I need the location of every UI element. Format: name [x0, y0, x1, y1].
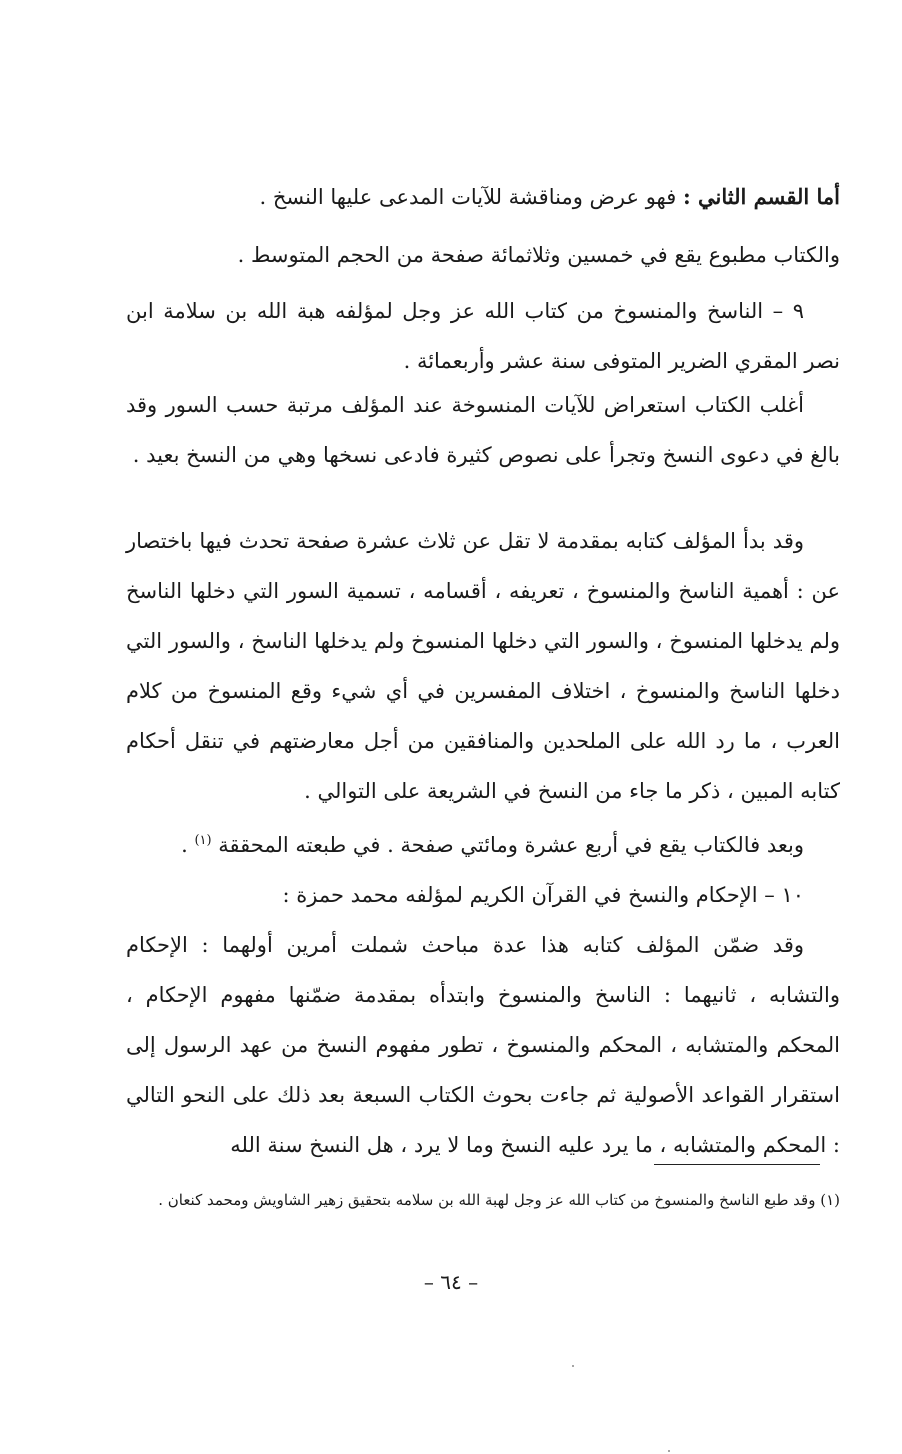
footnote-reference[interactable]: (١) — [194, 833, 212, 848]
paragraph-book-9-summary — [126, 380, 840, 480]
paragraph-text: والكتاب مطبوع يقع في خمسين وثلاثمائة صفحة من الحجم المتوسط . — [237, 243, 840, 267]
paragraph-text: وقد ضمّن المؤلف كتابه هذا عدة مباحث شملت أمرين أولهما : الإحكام والتشابه ، ثانيهما : الناسخ والمنسوخ وابتدأه بمقدمة ضمّنها مفهوم الإحكام ، المحكم والمتشابه ، المحكم والمنسوخ ، تطور مفهوم النسخ من عهد الرسول إلى استقرار القواعد الأصولية ثم جاءت بحوث الكتاب السبعة بعد ذلك على النحو التالي : المحكم والمتشابه ، ما يرد عليه النسخ وما لا يرد ، هل النسخ سنة الله — [126, 933, 840, 1157]
paragraph-text: ٩ – الناسخ والمنسوخ من كتاب الله عز وجل لمؤلفه هبة الله بن سلامة ابن نصر المقري الضرير المتوفى سنة عشر وأربعمائة . — [126, 299, 840, 373]
paragraph-text: فهو عرض ومناقشة للآيات المدعى عليها النسخ . — [259, 185, 683, 209]
paragraph-book-size — [126, 230, 840, 280]
paragraph-text: وقد بدأ المؤلف كتابه بمقدمة لا تقل عن ثلاث عشرة صفحة تحدث فيها باختصار عن : أهمية الناسخ والمنسوخ ، تعريفه ، أقسامه ، تسمية السور التي دخلها الناسخ ولم يدخلها المنسوخ ، والسور التي دخلها المنسوخ ولم يدخلها الناسخ ، والسور التي دخلها الناسخ والمنسوخ ، اختلاف المفسرين في أي شيء وقع المنسوخ من كلام العرب ، ما رد الله على الملحدين والمنافقين من أجل معارضتهم في تنقل أحكام كتابه المبين ، ذكر ما جاء من النسخ في الشريعة على التوالي . — [126, 529, 840, 803]
section-heading: أما القسم الثاني : — [682, 184, 840, 209]
footnote — [126, 1184, 840, 1216]
paragraph-book-9 — [126, 286, 840, 386]
paragraph-book-10 — [126, 870, 840, 920]
scan-speck — [572, 1365, 574, 1367]
paragraph-book-9-pages: وبعد فالكتاب يقع في أربع عشرة ومائتي صفحة . في طبعته المحققة $^{(١)}$ . — [181, 833, 804, 857]
paragraph-text: وبعد فالكتاب يقع في أربع عشرة ومائتي صفحة . في طبعته المحققة — [211, 833, 804, 857]
page-number: – ٦٤ – — [423, 1270, 479, 1294]
paragraph-book-9-intro — [126, 516, 840, 816]
paragraph-text: أغلب الكتاب استعراض للآيات المنسوخة عند المؤلف مرتبة حسب السور وقد بالغ في دعوى النسخ وتجرأ على نصوص كثيرة فادعى نسخها وهي من النسخ بعيد . — [126, 393, 840, 467]
paragraph-book-10-contents — [126, 920, 840, 1170]
paragraph-section-two — [126, 172, 840, 222]
footnote-text: وقد طبع الناسخ والمنسوخ من كتاب الله عز وجل لهبة الله بن سلامه بتحقيق زهير الشاويش ومحمد كنعان . — [158, 1191, 821, 1209]
footnote-marker: (١) — [820, 1191, 840, 1209]
footnote-divider — [654, 1164, 820, 1165]
paragraph-text: ١٠ – الإحكام والنسخ في القرآن الكريم لمؤلفه محمد حمزة : — [282, 883, 804, 907]
scan-speck — [668, 1450, 670, 1452]
